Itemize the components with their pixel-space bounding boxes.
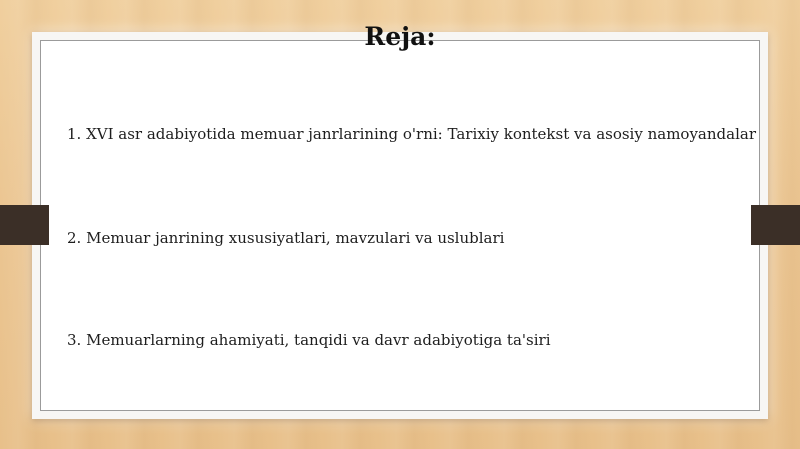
plan-item-2: 2. Memuar janrining xususiyatlari, mavzulari va uslublari bbox=[67, 229, 505, 247]
right-decorative-tab bbox=[751, 205, 800, 245]
slide-title: Reja: bbox=[364, 22, 436, 51]
content-card-border bbox=[40, 40, 760, 411]
content-card bbox=[32, 32, 768, 419]
plan-item-1: 1. XVI asr adabiyotida memuar janrlarining o'rni: Tarixiy kontekst va asosiy namoyandalar bbox=[67, 125, 756, 143]
plan-item-3: 3. Memuarlarning ahamiyati, tanqidi va davr adabiyotiga ta'siri bbox=[67, 331, 551, 349]
left-decorative-tab bbox=[0, 205, 49, 245]
